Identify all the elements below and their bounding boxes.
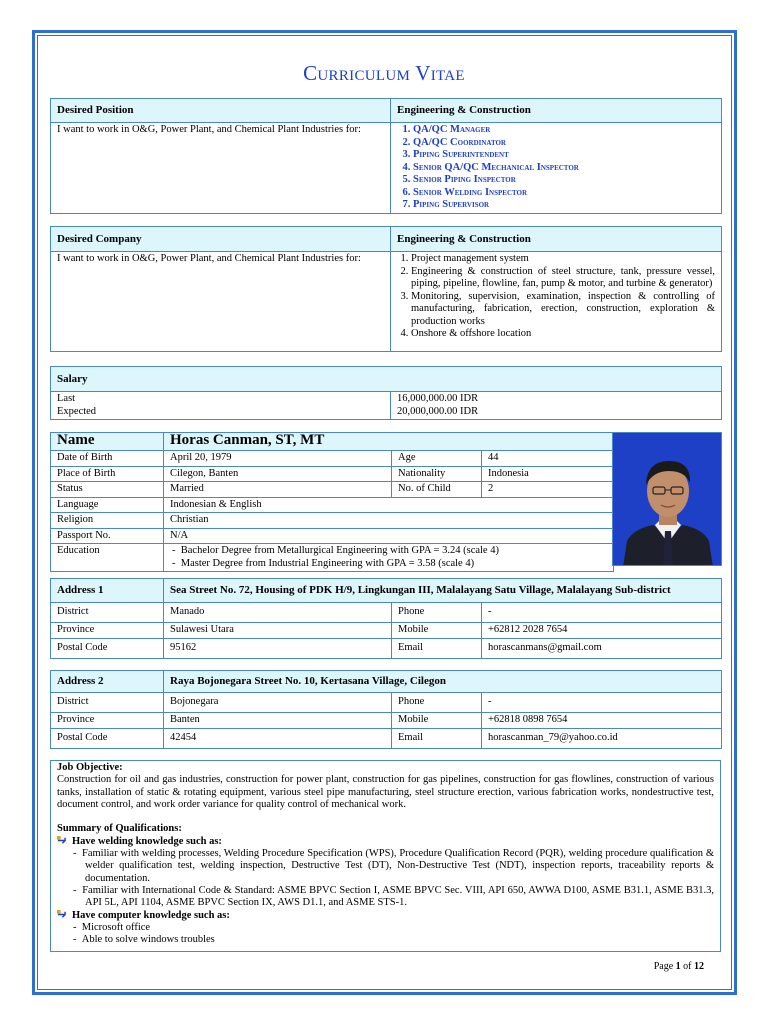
language-label: Language — [51, 497, 164, 513]
mobile-label: Mobile — [392, 713, 482, 729]
address1-value: Sea Street No. 72, Housing of PDK H/9, Lingkungan III, Malalayang Satu Village, Malalayang Sub-district — [164, 579, 722, 603]
children-label: No. of Child — [392, 482, 482, 498]
desired-position-list — [395, 124, 715, 212]
list-item: - Bachelor Degree from Metallurgical Engineering with GPA = 3.24 (scale 4) — [172, 545, 499, 556]
desired-position-label: Desired Position — [51, 99, 391, 123]
list-item: 7. Piping Supervisor — [413, 199, 715, 212]
language-value: Indonesian & English — [164, 497, 614, 513]
passport-value: N/A — [164, 528, 614, 544]
status-value: Married — [164, 482, 392, 498]
phone-value: - — [482, 693, 722, 713]
postal-value: 42454 — [164, 728, 392, 748]
address2-label: Address 2 — [51, 671, 164, 693]
desired-company-table — [50, 226, 722, 352]
welding-heading: Have welding knowledge such as: — [72, 835, 222, 847]
salary-label: Salary — [51, 367, 722, 392]
district-label: District — [51, 603, 164, 623]
postal-label: Postal Code — [51, 638, 164, 658]
address2-table — [50, 670, 722, 749]
list-item: 2. Engineering & construction of steel structure, tank, pressure vessel, piping, pipeline, flowline, fan, pump & motor, and turbine & generator) — [411, 266, 715, 291]
address1-label: Address 1 — [51, 579, 164, 603]
address2-value: Raya Bojonegara Street No. 10, Kertasana Village, Cilegon — [164, 671, 722, 693]
job-objective-heading: Job Objective: — [57, 762, 123, 773]
education-label: Education — [51, 544, 164, 572]
salary-table — [50, 366, 722, 420]
desired-company-list — [393, 253, 715, 341]
province-value: Banten — [164, 713, 392, 729]
dob-value: April 20, 1979 — [164, 451, 392, 467]
postal-value: 95162 — [164, 638, 392, 658]
list-item: 6. Senior Welding Inspector — [413, 187, 715, 200]
children-value: 2 — [482, 482, 614, 498]
candidate-name: Horas Canman, ST, MT — [164, 433, 614, 451]
salary-last-label: Last — [57, 393, 76, 404]
religion-value: Christian — [164, 513, 614, 529]
job-objective-section — [50, 760, 721, 952]
list-item: - Able to solve windows troubles — [73, 934, 215, 946]
desired-position-table — [50, 98, 722, 214]
mobile-value: +62818 0898 7654 — [482, 713, 722, 729]
province-value: Sulawesi Utara — [164, 623, 392, 639]
education-list — [170, 545, 607, 570]
page-word: Page — [653, 961, 674, 972]
total-pages: 12 — [694, 961, 704, 972]
desired-company-label: Desired Company — [51, 227, 391, 252]
desired-company-category: Engineering & Construction — [391, 227, 722, 252]
list-item: - Microsoft office — [73, 921, 151, 933]
postal-label: Postal Code — [51, 728, 164, 748]
religion-label: Religion — [51, 513, 164, 529]
list-item: 3. Piping Superintendent — [413, 149, 715, 162]
pob-value: Cilegon, Banten — [164, 466, 392, 482]
phone-label: Phone — [392, 693, 482, 713]
mobile-label: Mobile — [392, 623, 482, 639]
page-number — [654, 961, 704, 972]
district-value: Manado — [164, 603, 392, 623]
address1-table — [50, 578, 722, 659]
list-item: - Familiar with welding processes, Welding Procedure Specification (WPS), Procedure Qualification Record (PQR), welding procedure qualification & welder qualification test, welding inspection, Destructive Test (DT), Non-Destructive Test (NDT), inspection reports, traceability reports & documentation. — [73, 848, 714, 884]
email-value: horascanmans@gmail.com — [482, 638, 722, 658]
nationality-value: Indonesia — [482, 466, 614, 482]
summary-heading: Summary of Qualifications: — [57, 823, 182, 835]
of-word: of — [683, 961, 692, 972]
profile-photo — [612, 432, 722, 566]
passport-label: Passport No. — [51, 528, 164, 544]
age-label: Age — [392, 451, 482, 467]
list-item: 2. QA/QC Coordinator — [413, 137, 715, 150]
list-item: - Familiar with International Code & Standard: ASME BPVC Section I, ASME BPVC Sec. VIII, API 650, AWWA D100, ASME B31.1, ASME B31.3, API 5L, API 1104, ASME BPVC Section IX, AWS D1.1, and ASME STS-1. — [73, 884, 714, 909]
desired-position-category: Engineering & Construction — [391, 99, 722, 123]
welding-heading-row — [57, 836, 714, 848]
arrow-bullet-icon — [57, 910, 66, 919]
arrow-bullet-icon — [57, 836, 66, 845]
current-page: 1 — [675, 961, 681, 972]
desired-company-text: I want to work in O&G, Power Plant, and Chemical Plant Industries for: — [51, 252, 391, 352]
list-item: 3. Monitoring, supervision, examination, inspection & controlling of manufacturing, fabrication, erection, construction, exploration & production works — [411, 291, 715, 329]
province-label: Province — [51, 713, 164, 729]
salary-expected-value: 20,000,000.00 IDR — [397, 405, 479, 417]
salary-last-value: 16,000,000.00 IDR — [397, 393, 479, 404]
phone-label: Phone — [392, 603, 482, 623]
district-value: Bojonegara — [164, 693, 392, 713]
email-label: Email — [392, 728, 482, 748]
job-objective-text: Construction for oil and gas industries, construction for power plant, construction for gas pipelines, construction for gas flowlines, construction of various tanks, installation of static & rotating equipment, various steel pipe manufacturing, steel structure erection, various fabrication works, nondestructive test, document control, and work order variance for quality control of mechanical work. — [57, 774, 714, 810]
desired-position-text: I want to work in O&G, Power Plant, and Chemical Plant Industries for: — [51, 123, 391, 214]
dob-label: Date of Birth — [51, 451, 164, 467]
name-label: Name — [51, 433, 164, 451]
page-title: Curriculum Vitae — [303, 61, 465, 85]
personal-info-table — [50, 432, 614, 572]
email-value: horascanman_79@yahoo.co.id — [482, 728, 722, 748]
nationality-label: Nationality — [392, 466, 482, 482]
district-label: District — [51, 693, 164, 713]
mobile-value: +62812 2028 7654 — [482, 623, 722, 639]
list-item: 5. Senior Piping Inspector — [413, 174, 715, 187]
computer-heading: Have computer knowledge such as: — [72, 909, 230, 921]
list-item: 1. Project management system — [411, 253, 715, 266]
age-value: 44 — [482, 451, 614, 467]
province-label: Province — [51, 623, 164, 639]
pob-label: Place of Birth — [51, 466, 164, 482]
salary-expected-label: Expected — [57, 405, 97, 417]
list-item: 1. QA/QC Manager — [413, 124, 715, 137]
computer-heading-row — [57, 910, 714, 922]
list-item: 4. Onshore & offshore location — [411, 328, 715, 341]
status-label: Status — [51, 482, 164, 498]
email-label: Email — [392, 638, 482, 658]
list-item: 4. Senior QA/QC Mechanical Inspector — [413, 162, 715, 175]
phone-value: - — [482, 603, 722, 623]
list-item: - Master Degree from Industrial Engineering with GPA = 3.58 (scale 4) — [172, 557, 475, 569]
